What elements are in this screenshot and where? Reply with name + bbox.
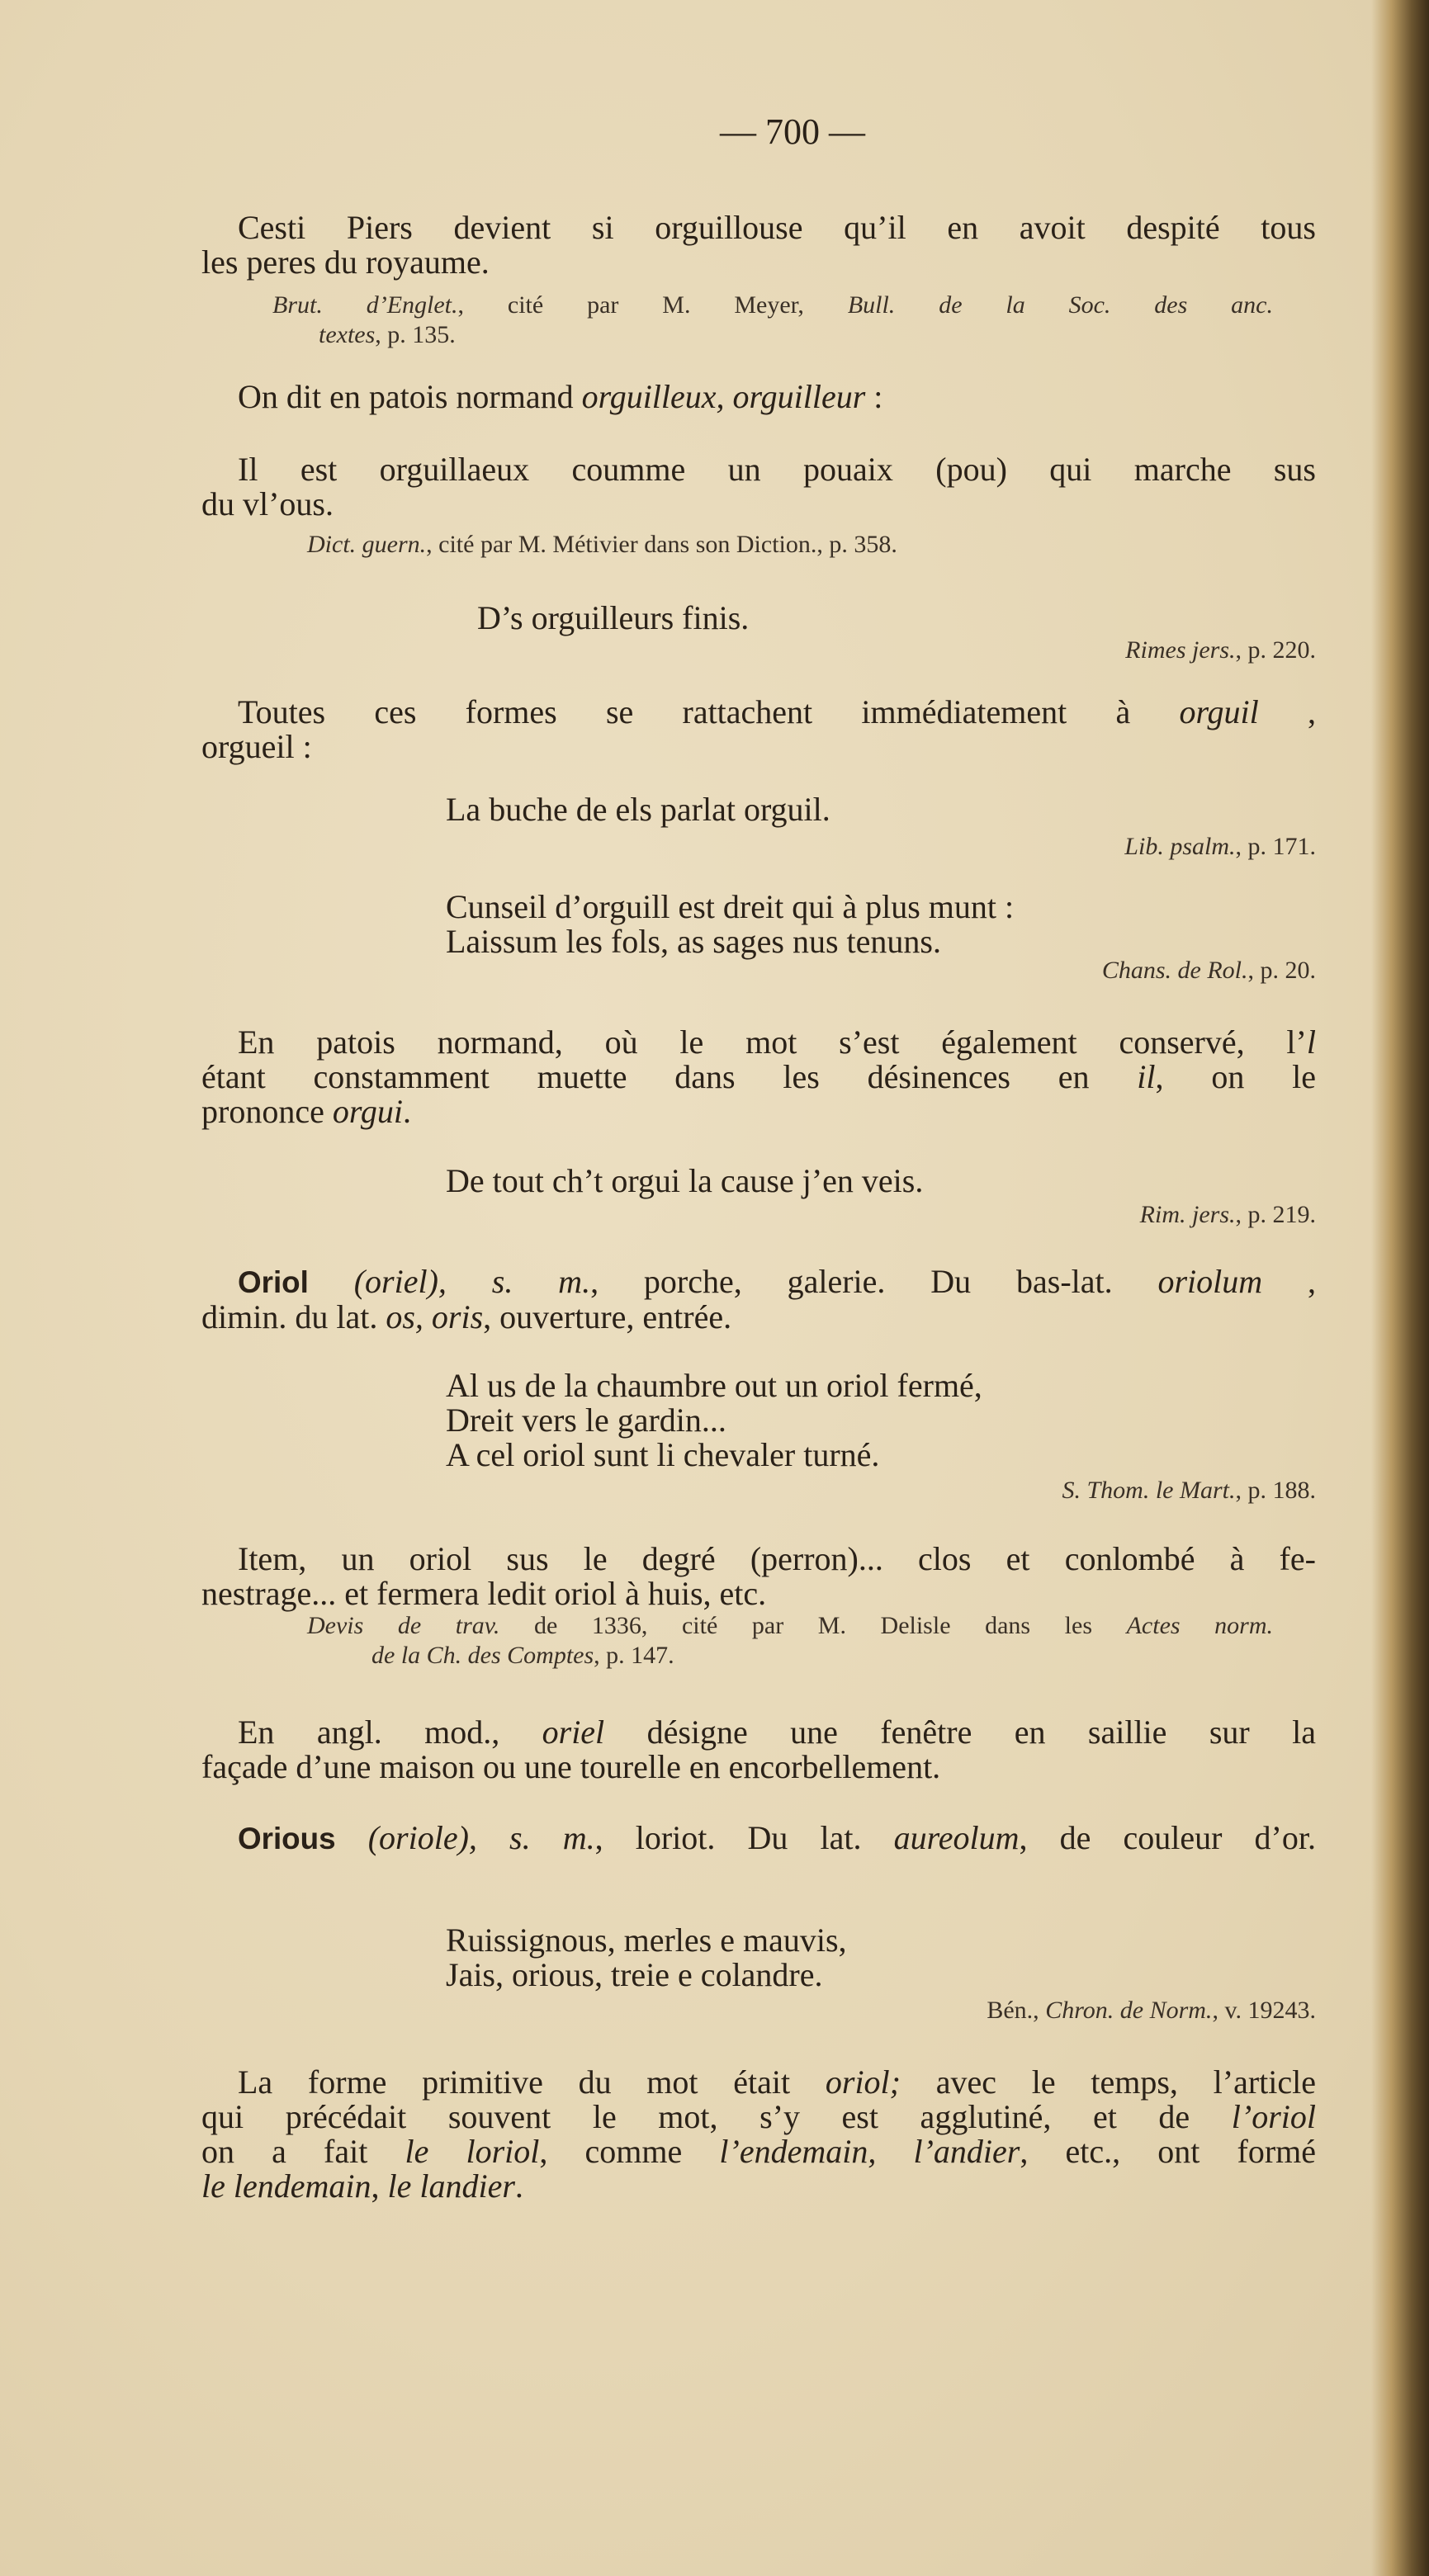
italic-text: Bull. de la Soc. des anc. [847, 291, 1273, 319]
text: , p. 188. [1235, 1477, 1316, 1504]
text: De tout ch’t orgui la cause j’en veis. [446, 1162, 924, 1199]
paragraph [201, 1542, 1316, 1611]
text-line [826, 636, 1316, 665]
text-line [446, 924, 1316, 959]
text-line [446, 792, 1316, 827]
italic-text: oriol; [825, 2063, 901, 2101]
text: , p. 147. [594, 1642, 674, 1669]
text: On dit en patois normand [238, 378, 582, 415]
text: , p. 219. [1235, 1201, 1316, 1228]
verse-quote [446, 1368, 1316, 1472]
paragraph [201, 2065, 1316, 2204]
text: façade d’une maison ou une tourelle en encorbellement. [201, 1748, 941, 1785]
paragraph [201, 380, 1316, 414]
text-line [201, 1060, 1316, 1094]
italic-text: Brut. d’Englet. [272, 291, 458, 319]
italic-text: textes [319, 321, 376, 348]
text: Jais, orious, treie e colandre. [446, 1956, 823, 1993]
text: Bén., [987, 1997, 1046, 2024]
text: , de couleur d’or. [1019, 1819, 1316, 1856]
text-line [826, 1200, 1316, 1230]
text-line [201, 2100, 1316, 2134]
text-line [201, 1715, 1316, 1750]
text-line [477, 601, 1316, 636]
headword: Oriol [238, 1265, 309, 1299]
text: , loriot. Du lat. [594, 1819, 894, 1856]
text: prononce [201, 1093, 333, 1130]
text-line [201, 1094, 1316, 1129]
text: . [403, 1093, 412, 1130]
text: Ruissignous, merles e mauvis, [446, 1921, 847, 1959]
paragraph [201, 1025, 1316, 1129]
text: orgueil : [201, 728, 312, 765]
text: , [1258, 693, 1317, 730]
citation [826, 1476, 1316, 1505]
italic-text: Chans. de Rol. [1101, 957, 1248, 984]
text: En angl. mod., [238, 1713, 542, 1751]
italic-text: Actes norm. [1126, 1612, 1273, 1639]
text: dimin. du lat. [201, 1298, 386, 1335]
text-line [201, 1821, 1316, 1856]
text-line [446, 890, 1316, 924]
text-line [307, 530, 1316, 560]
text-line [446, 1958, 1316, 1992]
text: Toutes ces formes se rattachent immédiatement à [238, 693, 1180, 730]
verse-quote [446, 1923, 1316, 1992]
text-line [627, 111, 958, 152]
text-line [446, 1403, 1316, 1438]
verse-quote [446, 792, 1316, 827]
italic-text: le loriol [405, 2133, 540, 2170]
text-line [201, 695, 1316, 730]
text-line [446, 1164, 1316, 1198]
text: Cesti Piers devient si orguillouse qu’il en avoit despité tous [238, 209, 1316, 246]
text: . [514, 2167, 523, 2205]
text: En patois normand, où le mot s’est également conservé, l’ [238, 1023, 1307, 1061]
paragraph [201, 695, 1316, 764]
text-line [446, 1438, 1316, 1472]
text-line [201, 487, 1316, 522]
italic-text: os, oris [386, 1298, 484, 1335]
text: désigne une fenêtre en saillie sur la [604, 1713, 1316, 1751]
paragraph [201, 1715, 1316, 1784]
text: , cité par M. Meyer, [457, 291, 848, 319]
text-line [201, 1542, 1316, 1576]
text: , [1262, 1263, 1317, 1300]
citation [307, 1611, 1273, 1671]
italic-text: (oriel), s. m. [353, 1263, 591, 1300]
italic-text: l [1306, 1023, 1316, 1061]
text-line [201, 245, 1316, 280]
citation [826, 1200, 1316, 1230]
text-line [826, 956, 1316, 985]
text: — 700 — [720, 111, 865, 152]
text-line [201, 210, 1316, 245]
book-binding-edge [1371, 0, 1429, 2576]
text-line [201, 1300, 1316, 1335]
text-line [201, 2134, 1316, 2169]
text: La buche de els parlat orguil. [446, 791, 830, 828]
text-line [201, 380, 1316, 414]
text: , p. 220. [1235, 636, 1316, 664]
text: , [371, 2167, 388, 2205]
citation [826, 956, 1316, 985]
citation [826, 636, 1316, 665]
text: , cité par M. Métivier dans son Diction., p. 358. [426, 531, 897, 558]
text-line [272, 291, 1273, 320]
italic-text: le lendemain [201, 2167, 371, 2205]
italic-text: S. Thom. le Mart. [1062, 1477, 1236, 1504]
verse-quote [477, 601, 1316, 636]
text: , on le [1155, 1058, 1316, 1095]
verse-quote [446, 1164, 1316, 1198]
text: avec le temps, l’article [901, 2063, 1316, 2101]
italic-text: le landier [387, 2167, 515, 2205]
italic-text: aureolum [893, 1819, 1020, 1856]
text: les peres du royaume. [201, 243, 490, 281]
text: Al us de la chaumbre out un oriol fermé, [446, 1367, 982, 1404]
text: , v. 19243. [1212, 1997, 1316, 2024]
italic-text: il [1137, 1058, 1156, 1095]
italic-text: Dict. guern. [307, 531, 427, 558]
text-line [826, 832, 1316, 862]
text-line [446, 1923, 1316, 1958]
italic-text: orgui [332, 1093, 404, 1130]
citation [826, 1996, 1316, 2025]
text: nestrage... et fermera ledit oriol à huis, etc. [201, 1575, 767, 1612]
text: , comme [539, 2133, 720, 2170]
text: D’s orguilleurs finis. [477, 599, 750, 636]
text: A cel oriol sunt li chevaler turné. [446, 1436, 880, 1473]
text: qui précédait souvent le mot, s’y est agglutiné, et de [201, 2098, 1232, 2135]
text [336, 1819, 368, 1856]
text-line [826, 1476, 1316, 1505]
italic-text: l’oriol [1231, 2098, 1316, 2135]
text: du vl’ous. [201, 485, 334, 522]
text-line [201, 452, 1316, 487]
italic-text: Rimes jers. [1125, 636, 1236, 664]
italic-text: oriolum [1157, 1263, 1263, 1300]
verse-quote [446, 890, 1316, 959]
text: : [865, 378, 883, 415]
italic-text: Chron. de Norm. [1045, 1997, 1213, 2024]
italic-text: Lib. psalm. [1124, 833, 1236, 860]
text-line [201, 730, 1316, 764]
italic-text: orguil [1179, 693, 1259, 730]
text: Item, un oriol sus le degré (perron)... clos et conlombé à fe- [238, 1540, 1316, 1577]
page-number [627, 111, 958, 152]
text-line [826, 1996, 1316, 2025]
text-line [201, 1264, 1316, 1300]
text: on a fait [201, 2133, 405, 2170]
italic-text: de la Ch. des Comptes [371, 1642, 594, 1669]
text-line [201, 2169, 1316, 2204]
text-line [272, 320, 1273, 350]
text-line [307, 1641, 1273, 1671]
text: , p. 20. [1247, 957, 1316, 984]
text: , p. 171. [1235, 833, 1316, 860]
headword: Orious [238, 1822, 336, 1855]
text: La forme primitive du mot était [238, 2063, 826, 2101]
text-line [201, 1750, 1316, 1784]
paragraph [201, 1264, 1316, 1335]
paragraph [201, 1821, 1316, 1856]
text: Dreit vers le gardin... [446, 1401, 726, 1439]
text: Laissum les fols, as sages nus tenuns. [446, 923, 941, 960]
paragraph [201, 210, 1316, 280]
italic-text: l’endemain, l’andier [719, 2133, 1020, 2170]
citation [307, 530, 1316, 560]
italic-text: (oriole), s. m. [367, 1819, 595, 1856]
text-line [446, 1368, 1316, 1403]
text-line [201, 2065, 1316, 2100]
text: Il est orguillaeux coumme un pouaix (pou) qui marche sus [238, 451, 1316, 488]
italic-text: Devis de trav. [307, 1612, 500, 1639]
text: , porche, galerie. Du bas-lat. [590, 1263, 1158, 1300]
text-line [201, 1576, 1316, 1611]
text: étant constamment muette dans les désinences en [201, 1058, 1138, 1095]
text-line [201, 1025, 1316, 1060]
citation [272, 291, 1273, 350]
italic-text: Rim. jers. [1139, 1201, 1236, 1228]
italic-text: oriel [542, 1713, 605, 1751]
text [309, 1263, 354, 1300]
citation [826, 832, 1316, 862]
text: de 1336, cité par M. Delisle dans les [499, 1612, 1127, 1639]
text: , etc., ont formé [1020, 2133, 1317, 2170]
paragraph [201, 452, 1316, 522]
italic-text: orguilleux, orguilleur [581, 378, 866, 415]
text-line [307, 1611, 1273, 1641]
text: , ouverture, entrée. [483, 1298, 732, 1335]
text: , p. 135. [375, 321, 456, 348]
text: Cunseil d’orguill est dreit qui à plus munt : [446, 888, 1015, 925]
